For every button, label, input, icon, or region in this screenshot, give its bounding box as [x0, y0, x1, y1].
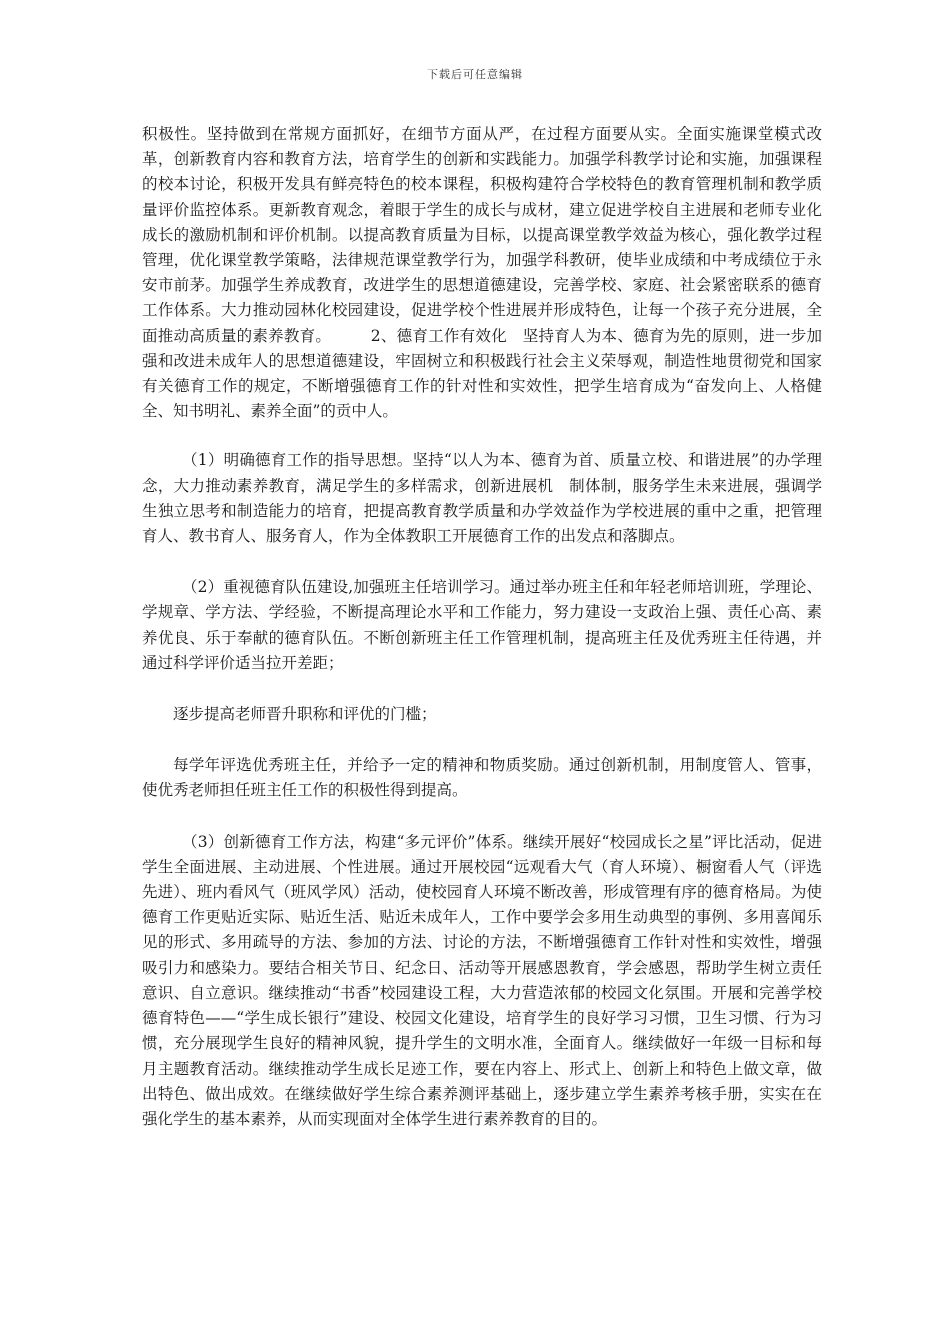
- paragraph-6: （3）创新德育工作方法，构建“多元评价”体系。继续开展好“校园成长之星”评比活动，促进学生全面进展、主动进展、个性进展。通过开展校园“远观看大气（育人环境）、橱窗看人气（评选先进）、班内看风气（班风学风）活动，使校园育人环境不断改善，形成管理有序的德育格局。为使德育工作更贴近实际、贴近生活、贴近未成年人，工作中要学会多用生动典型的事例、多用喜闻乐见的形式、多用疏导的方法、参加的方法、讨论的方法，不断增强德育工作针对性和实效性，增强吸引力和感染力。要结合相关节日、纪念日、活动等开展感恩教育，学会感恩，帮助学生树立责任意识、自立意识。继续推动“书香”校园建设工程，大力营造浓郁的校园文化氛围。开展和完善学校德育特色——“学生成长银行”建设、校园文化建设，培育学生的良好学习习惯，卫生习惯、行为习惯，充分展现学生良好的精神风貌，提升学生的文明水准，全面育人。继续做好一年级一目标和每月主题教育活动。继续推动学生成长足迹工作，要在内容上、形式上、创新上和特色上做文章，做出特色、做出成效。在继续做好学生综合素养测评基础上，逐步建立学生素养考核手册，实实在在强化学生的基本素养，从而实现面对全体学生进行素养教育的目的。: [142, 832, 822, 1128]
- paragraph-1: 积极性。坚持做到在常规方面抓好，在细节方面从严，在过程方面要从实。全面实施课堂模式改革，创新教育内容和教育方法，培育学生的创新和实践能力。加强学科教学讨论和实施，加强课程的校本讨论，积极开发具有鲜亮特色的校本课程，积极构建符合学校特色的教育管理机制和教学质量评价监控体系。更新教育观念，着眼于学生的成长与成材，建立促进学校自主进展和老师专业化成长的激励机制和评价机制。以提高教育质量为目标，以提高课堂教学效益为核心，强化教学过程管理，优化课堂教学策略，法律规范课堂教学行为，加强学科教研，使毕业成绩和中考成绩位于永安市前茅。加强学生养成教育，改进学生的思想道德建设，完善学校、家庭、社会紧密联系的德育工作体系。大力推动园林化校园建设，促进学校个性进展并形成特色，让每一个孩子充分进展，全面推动高质量的素养教育。 2、德育工作有效化 坚持育人为本、德育为先的原则，进一步加强和改进未成年人的思想道德建设，牢固树立和积极践行社会主义荣辱观，制造性地贯彻党和国家有关德育工作的规定，不断增强德育工作的针对性和实效性，把学生培育成为“奋发向上、人格健全、知书明礼、素养全面”的贡中人。: [142, 125, 822, 421]
- paragraph-5: 每学年评选优秀班主任，并给予一定的精神和物质奖励。通过创新机制，用制度管人、管事，使优秀老师担任班主任工作的积极性得到提高。: [142, 756, 822, 800]
- paragraph-3: （2）重视德育队伍建设,加强班主任培训学习。通过举办班主任和年轻老师培训班，学理论、学规章、学方法、学经验，不断提高理论水平和工作能力，努力建设一支政治上强、责任心高、素养优良、乐于奉献的德育队伍。不断创新班主任工作管理机制，提高班主任及优秀班主任待遇，并通过科学评价适当拉开差距；: [142, 578, 822, 672]
- document-body: [142, 122, 822, 1132]
- paragraph-2: （1）明确德育工作的指导思想。坚持“以人为本、德育为首、质量立校、和谐进展”的办学理念，大力推动素养教育，满足学生的多样需求，创新进展机 制体制，服务学生未来进展，强调学生独立思考和制造能力的培育，把提高教育教学质量和办学效益作为学校进展的重中之重，把管理育人、教书育人、服务育人，作为全体教职工开展德育工作的出发点和落脚点。: [142, 451, 822, 546]
- page-header: 下载后可任意编辑: [427, 68, 523, 81]
- paragraph-4: 逐步提高老师晋升职称和评优的门槛；: [173, 705, 437, 724]
